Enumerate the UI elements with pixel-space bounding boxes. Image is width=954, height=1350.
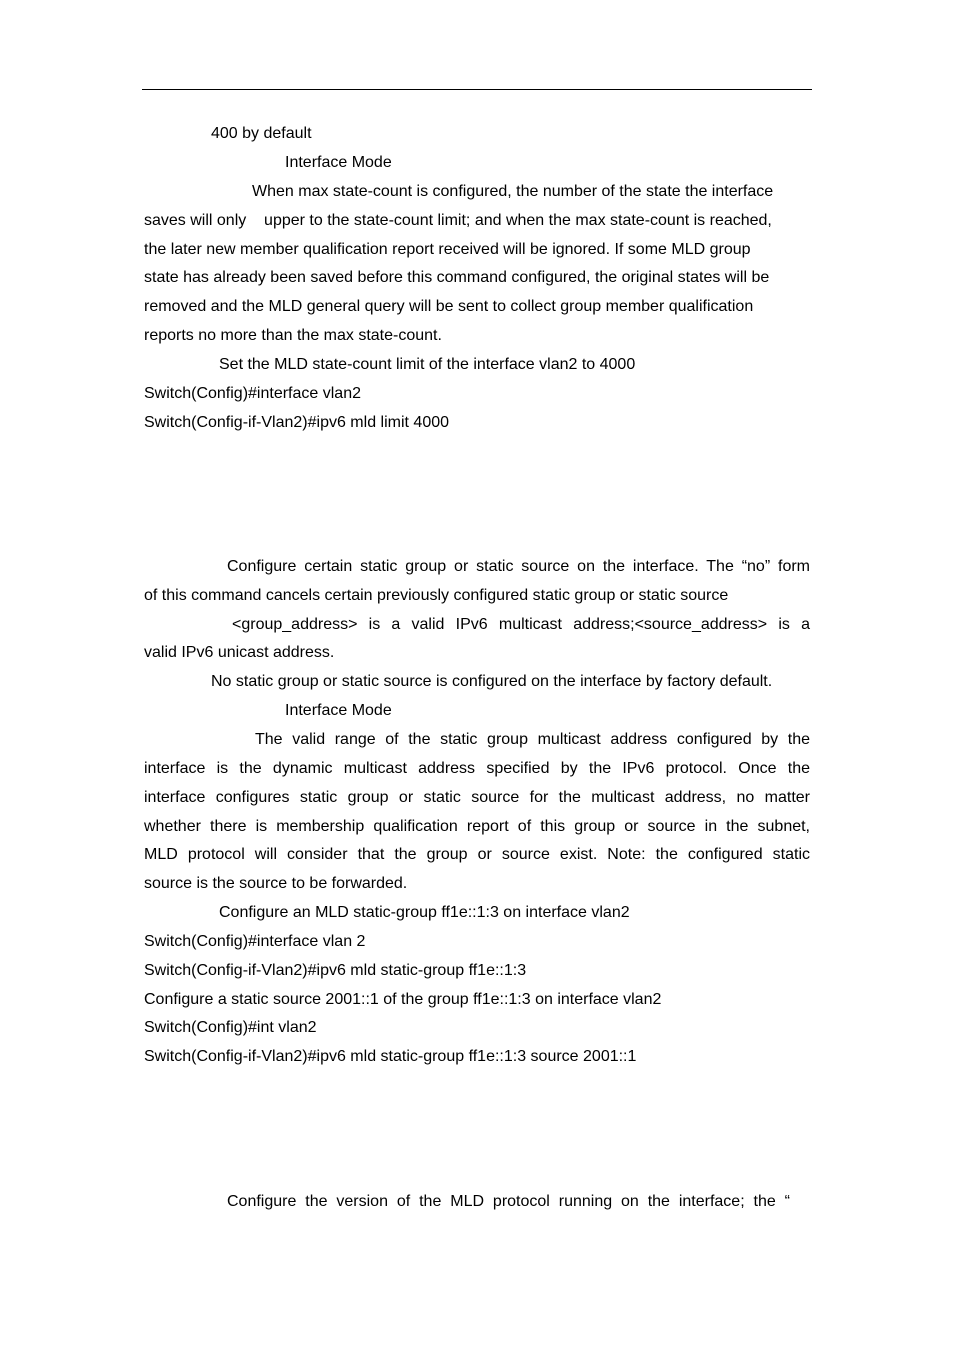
example-text: Configure a static source 2001::1 of the group ff1e::1:3 on interface vlan2 (144, 991, 662, 1008)
command-line: Switch(Config)#interface vlan2 (144, 385, 361, 402)
usage-text: When max state-count is configured, the number of the state the interface (252, 183, 774, 200)
usage-text: MLD protocol will consider that the group or source exist. Note: the configured static (144, 846, 810, 863)
command-mode: Interface Mode (285, 154, 392, 171)
usage-text: whether there is membership qualification report of this group or source in the subnet, (144, 818, 810, 835)
command-line: Switch(Config)#interface vlan 2 (144, 933, 366, 950)
command-line: Switch(Config-if-Vlan2)#ipv6 mld static-group ff1e::1:3 source 2001::1 (144, 1048, 637, 1065)
default-value: 400 by default (211, 125, 312, 142)
command-line: Switch(Config-if-Vlan2)#ipv6 mld limit 4000 (144, 414, 450, 431)
usage-text: the later new member qualification report received will be ignored. If some MLD group (144, 241, 751, 258)
command-mode: Interface Mode (285, 702, 392, 719)
example-text: Set the MLD state-count limit of the interface vlan2 to 4000 (219, 356, 636, 373)
parameter-text: <group_address> is a valid IPv6 multicast address;<source_address> is a (232, 616, 810, 633)
usage-text: source is the source to be forwarded. (144, 875, 408, 892)
usage-text: interface configures static group or static source for the multicast address, no matter (144, 789, 810, 806)
function-text: Configure the version of the MLD protocol running on the interface; the “ (227, 1193, 790, 1210)
header-rule (142, 89, 812, 90)
parameter-text: valid IPv6 unicast address. (144, 644, 335, 661)
command-line: Switch(Config)#int vlan2 (144, 1019, 317, 1036)
usage-text: state has already been saved before this command configured, the original states will be (144, 269, 770, 286)
command-line: Switch(Config-if-Vlan2)#ipv6 mld static-group ff1e::1:3 (144, 962, 527, 979)
example-text: Configure an MLD static-group ff1e::1:3 on interface vlan2 (219, 904, 630, 921)
default-value: No static group or static source is configured on the interface by factory default. (211, 673, 773, 690)
usage-text: The valid range of the static group multicast address configured by the (255, 731, 810, 748)
usage-text: saves will only upper to the state-count limit; and when the max state-count is reached, (144, 212, 772, 229)
usage-text: reports no more than the max state-count. (144, 327, 442, 344)
usage-text: interface is the dynamic multicast address specified by the IPv6 protocol. Once the (144, 760, 810, 777)
function-text: Configure certain static group or static source on the interface. The “no” form (227, 558, 810, 575)
usage-text: removed and the MLD general query will be sent to collect group member qualification (144, 298, 754, 315)
function-text: of this command cancels certain previously configured static group or static source (144, 587, 729, 604)
